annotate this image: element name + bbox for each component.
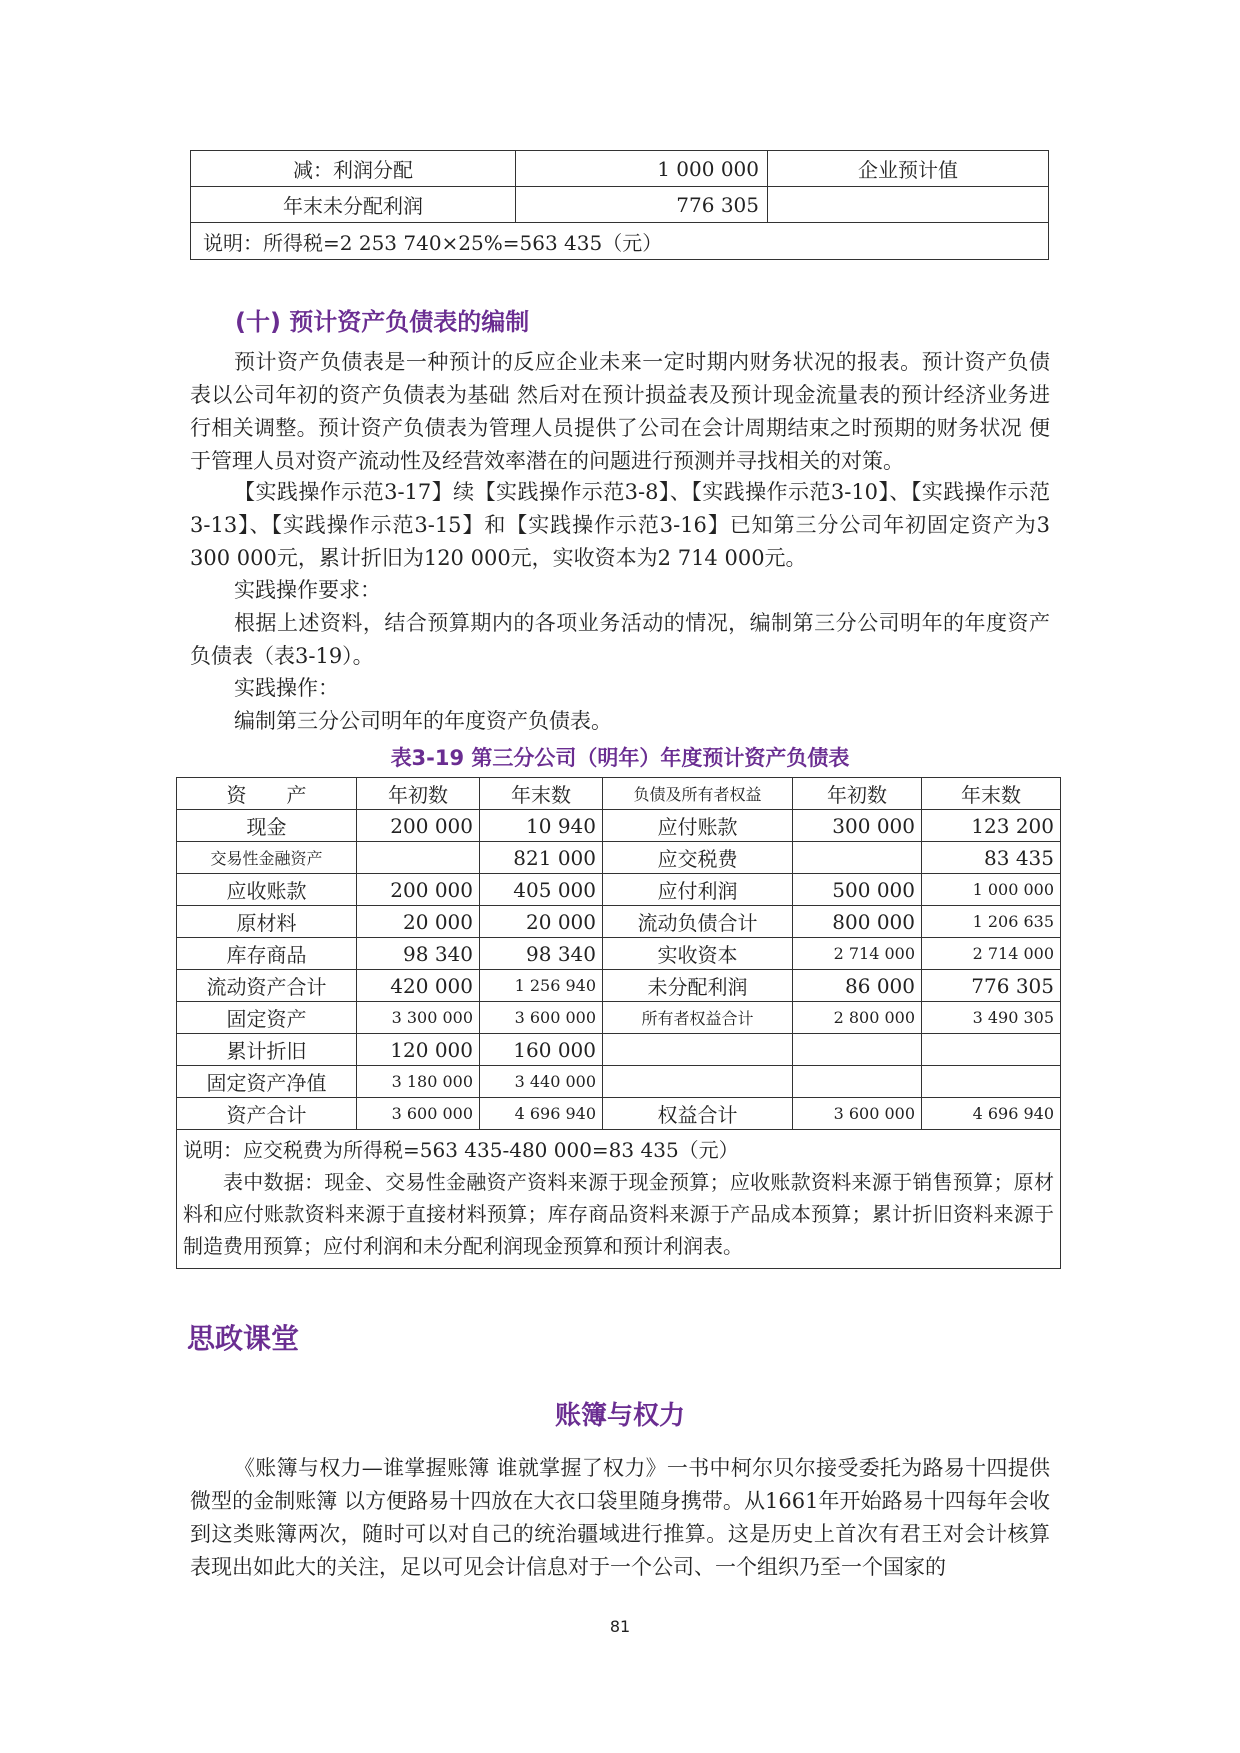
header-liab-end: 年末数	[922, 778, 1061, 810]
requirement-body: 根据上述资料，结合预算期内的各项业务活动的情况，编制第三分公司明年的年度资产负债表（表3-19）。	[190, 611, 1050, 668]
table-row	[177, 842, 1061, 874]
liability-end: 123 200	[922, 810, 1061, 842]
table-caption: 表3-19 第三分公司（明年）年度预计资产负债表	[390, 746, 850, 770]
row-label: 年末未分配利润	[191, 187, 516, 223]
asset-end: 4 696 940	[480, 1098, 603, 1130]
row-amount: 1 000 000	[516, 151, 768, 187]
asset-end: 20 000	[480, 906, 603, 938]
table-row	[177, 906, 1061, 938]
header-asset-end: 年末数	[480, 778, 603, 810]
table-row	[177, 970, 1061, 1002]
liability-name	[603, 1066, 793, 1098]
asset-name: 现金	[177, 810, 357, 842]
asset-begin: 3 300 000	[357, 1002, 480, 1034]
liability-end	[922, 1034, 1061, 1066]
row-amount: 776 305	[516, 187, 768, 223]
asset-end: 821 000	[480, 842, 603, 874]
liability-name: 应付账款	[603, 810, 793, 842]
operation-body: 编制第三分公司明年的年度资产负债表。	[234, 709, 612, 733]
asset-name: 原材料	[177, 906, 357, 938]
paragraph-example: 【实践操作示范3-17】续【实践操作示范3-8】、【实践操作示范3-10】、【实践操作示范3-13】、【实践操作示范3-15】和【实践操作示范3-16】已知第三分公司年初固定资产为3 300 000元，累计折旧为120 000元，实收资本为2 714 000元。	[190, 480, 1050, 570]
asset-begin: 3 600 000	[357, 1098, 480, 1130]
header-assets: 资 产	[177, 778, 357, 810]
asset-end: 10 940	[480, 810, 603, 842]
table-note-row	[191, 223, 1049, 260]
table-header-row	[177, 778, 1061, 810]
liability-begin: 2 800 000	[793, 1002, 922, 1034]
table-row	[177, 1098, 1061, 1130]
liability-name: 流动负债合计	[603, 906, 793, 938]
liability-end: 1 206 635	[922, 906, 1061, 938]
header-liabilities-equity: 负债及所有者权益	[603, 778, 793, 810]
liability-end: 4 696 940	[922, 1098, 1061, 1130]
table-row	[177, 810, 1061, 842]
liability-begin	[793, 1034, 922, 1066]
asset-begin	[357, 842, 480, 874]
article-paragraph: 《账簿与权力—谁掌握账簿 谁就掌握了权力》一书中柯尔贝尔接受委托为路易十四提供微型的金制账簿 以方便路易十四放在大衣口袋里随身携带。从1661年开始路易十四每年会收到这类账簿两次，随时可以对自己的统治疆域进行推算。这是历史上首次有君王对会计核算表现出如此大的关注，足以可见会计信息对于一个公司、一个组织乃至一个国家的	[190, 1456, 1050, 1579]
liability-name: 权益合计	[603, 1098, 793, 1130]
liability-name	[603, 1034, 793, 1066]
liability-end: 776 305	[922, 970, 1061, 1002]
data-source-note: 表中数据：现金、交易性金融资产资料来源于现金预算；应收账款资料来源于销售预算；原材料和应付账款资料来源于直接材料预算；库存商品资料来源于产品成本预算；累计折旧资料来源于制造费用预算；应付利润和未分配利润现金预算和预计利润表。	[183, 1170, 1054, 1258]
header-liab-begin: 年初数	[793, 778, 922, 810]
balance-sheet-body	[177, 778, 1061, 1130]
liability-begin: 500 000	[793, 874, 922, 906]
header-asset-begin: 年初数	[357, 778, 480, 810]
liability-end	[922, 1066, 1061, 1098]
table-row	[177, 938, 1061, 970]
table-row	[177, 1066, 1061, 1098]
asset-end: 160 000	[480, 1034, 603, 1066]
row-label: 减：利润分配	[191, 151, 516, 187]
sizheng-heading: 思政课堂	[187, 1322, 300, 1355]
table-row	[177, 1034, 1061, 1066]
asset-end: 98 340	[480, 938, 603, 970]
paragraph-description: 预计资产负债表是一种预计的反应企业未来一定时期内财务状况的报表。预计资产负债表以公司年初的资产负债表为基础 然后对在预计损益表及预计现金流量表的预计经济业务进行相关调整。预计资产负债表为管理人员提供了公司在会计周期结束之时预期的财务状况 便于管理人员对资产流动性及经营效率潜在的问题进行预测并寻找相关的对策。	[190, 350, 1050, 473]
asset-name: 交易性金融资产	[177, 842, 357, 874]
profit-distribution-table	[190, 150, 1049, 260]
liability-end: 1 000 000	[922, 874, 1061, 906]
asset-name: 累计折旧	[177, 1034, 357, 1066]
row-remark	[768, 187, 1049, 223]
asset-begin: 120 000	[357, 1034, 480, 1066]
liability-name: 应付利润	[603, 874, 793, 906]
liability-begin	[793, 1066, 922, 1098]
asset-end: 3 600 000	[480, 1002, 603, 1034]
page-number: 81	[609, 1617, 631, 1636]
liability-begin	[793, 842, 922, 874]
asset-end: 3 440 000	[480, 1066, 603, 1098]
liability-name: 应交税费	[603, 842, 793, 874]
asset-end: 405 000	[480, 874, 603, 906]
asset-begin: 200 000	[357, 810, 480, 842]
asset-name: 流动资产合计	[177, 970, 357, 1002]
liability-begin: 300 000	[793, 810, 922, 842]
liability-end: 3 490 305	[922, 1002, 1061, 1034]
asset-name: 库存商品	[177, 938, 357, 970]
table-row	[191, 187, 1049, 223]
article-title: 账簿与权力	[554, 1401, 685, 1431]
asset-begin: 98 340	[357, 938, 480, 970]
asset-name: 资产合计	[177, 1098, 357, 1130]
table-row	[191, 151, 1049, 187]
table-row	[177, 874, 1061, 906]
asset-begin: 20 000	[357, 906, 480, 938]
liability-name: 未分配利润	[603, 970, 793, 1002]
asset-begin: 200 000	[357, 874, 480, 906]
operation-title: 实践操作：	[234, 676, 339, 700]
asset-begin: 420 000	[357, 970, 480, 1002]
asset-name: 固定资产净值	[177, 1066, 357, 1098]
requirement-title: 实践操作要求：	[234, 578, 381, 602]
liability-begin: 800 000	[793, 906, 922, 938]
liability-name: 所有者权益合计	[603, 1002, 793, 1034]
liability-end: 2 714 000	[922, 938, 1061, 970]
balance-sheet-table	[176, 777, 1061, 1269]
section-heading: (十) 预计资产负债表的编制	[235, 308, 530, 336]
table-note-row	[177, 1130, 1061, 1269]
asset-name: 固定资产	[177, 1002, 357, 1034]
tax-note: 说明：应交税费为所得税=563 435-480 000=83 435（元）	[183, 1138, 739, 1162]
table-row	[177, 1002, 1061, 1034]
asset-end: 1 256 940	[480, 970, 603, 1002]
row-remark: 企业预计值	[768, 151, 1049, 187]
liability-end: 83 435	[922, 842, 1061, 874]
income-tax-note: 说明：所得税=2 253 740×25%=563 435（元）	[191, 223, 1049, 260]
liability-name: 实收资本	[603, 938, 793, 970]
liability-begin: 3 600 000	[793, 1098, 922, 1130]
table-note	[177, 1130, 1061, 1269]
liability-begin: 2 714 000	[793, 938, 922, 970]
asset-begin: 3 180 000	[357, 1066, 480, 1098]
asset-name: 应收账款	[177, 874, 357, 906]
liability-begin: 86 000	[793, 970, 922, 1002]
